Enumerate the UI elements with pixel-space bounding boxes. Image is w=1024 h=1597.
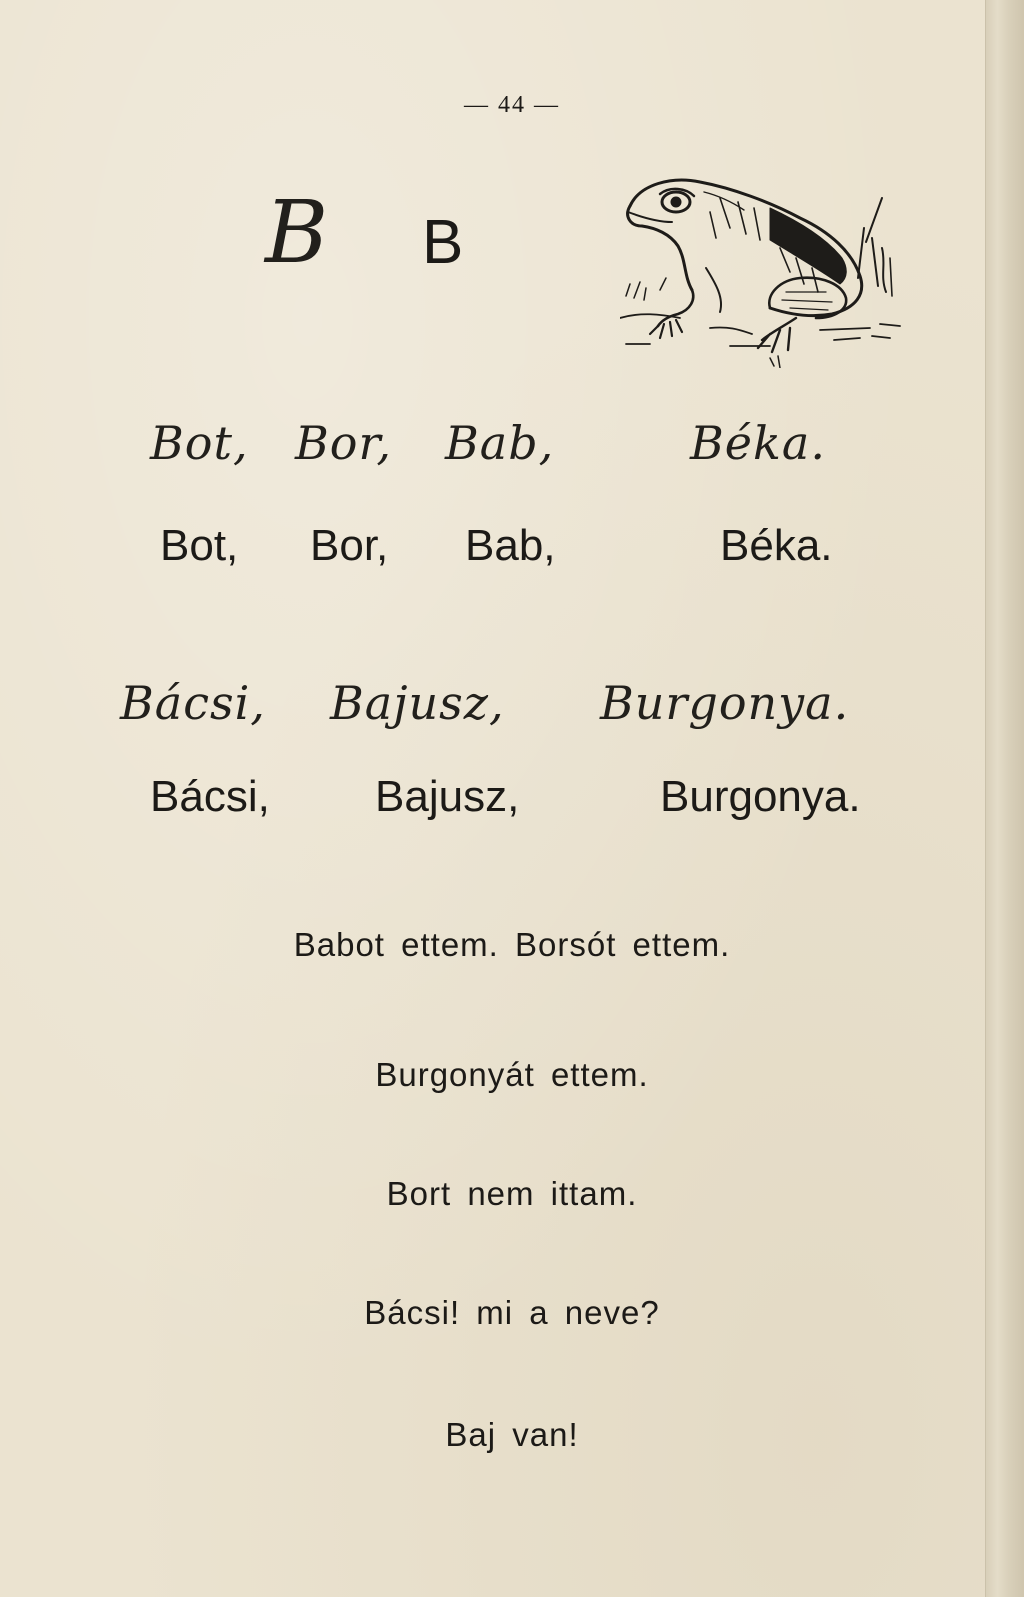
script-word-beka: Béka. (690, 416, 826, 470)
script-word-bab: Bab, (445, 416, 555, 470)
print-word-bor: Bor, (310, 521, 389, 570)
sentence-2: Burgonyát ettem. (375, 1056, 649, 1093)
script-word-bor: Bor, (295, 416, 393, 470)
sentence-1: Babot ettem. Borsót ettem. (293, 926, 731, 963)
frog-illustration (620, 168, 920, 368)
page-number: — 44 — (464, 92, 560, 118)
print-word-burgonya: Burgonya. (660, 772, 861, 821)
sentence-5: Baj van! (445, 1416, 579, 1453)
script-capital-letter: B (265, 183, 329, 283)
print-word-bab: Bab, (465, 521, 556, 570)
print-capital-letter: B (422, 208, 464, 277)
script-word-bot: Bot, (150, 416, 249, 470)
print-word-bot: Bot, (160, 521, 239, 570)
script-word-bacsi: Bácsi, (120, 676, 266, 730)
print-word-beka: Béka. (720, 521, 833, 570)
print-word-bacsi: Bácsi, (150, 772, 270, 821)
script-word-bajusz: Bajusz, (330, 676, 505, 730)
script-word-burgonya: Burgonya. (600, 676, 850, 730)
print-word-bajusz: Bajusz, (375, 772, 520, 821)
sentence-3: Bort nem ittam. (386, 1175, 638, 1212)
page-edge (985, 0, 1024, 1597)
sentence-4: Bácsi! mi a neve? (364, 1294, 660, 1331)
